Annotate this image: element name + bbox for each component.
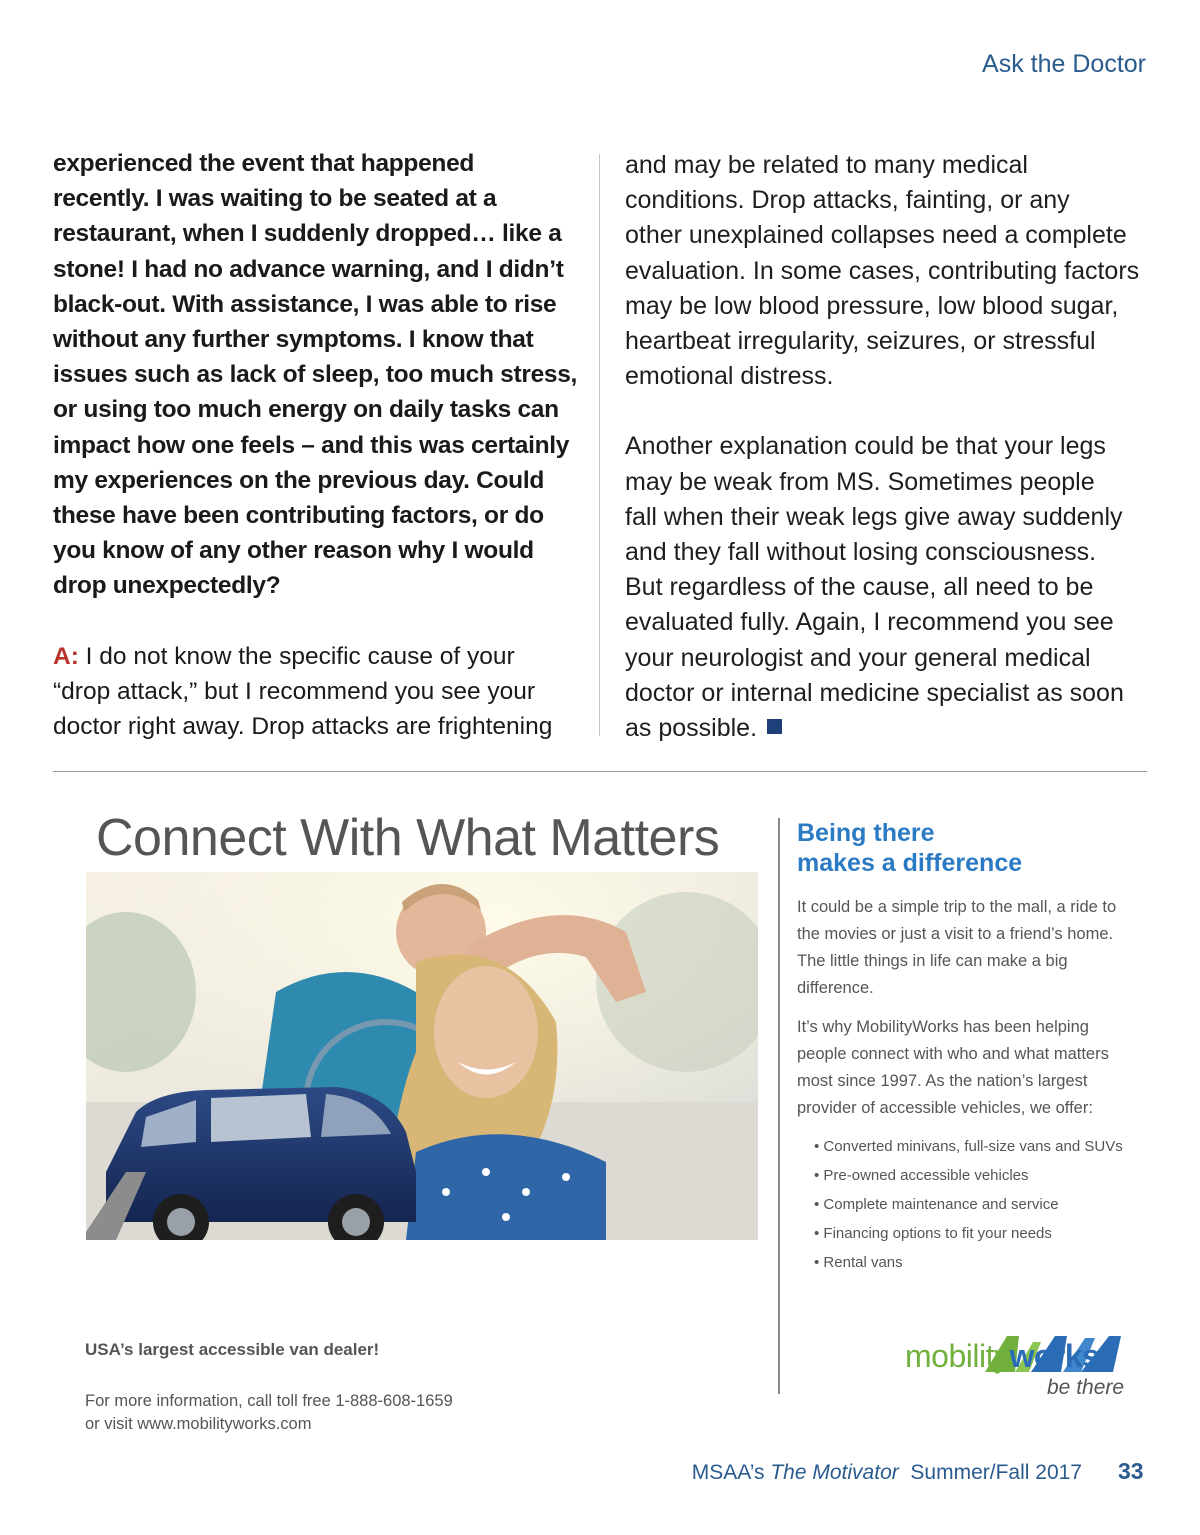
question-text: [53, 146, 583, 604]
question-line: these have been contributing factors, or do: [53, 502, 544, 530]
answer-line: and they fall without losing consciousness.: [625, 538, 1097, 567]
offers-list: [814, 1132, 1123, 1277]
question-line: drop unexpectedly?: [53, 572, 281, 600]
question-line: issues such as lack of sleep, too much stress,: [53, 361, 578, 389]
answer-line: fall when their weak legs give away suddenly: [625, 502, 1123, 531]
question-line: or using too much energy on daily tasks can: [53, 396, 559, 424]
answer-paragraph: [625, 148, 1150, 394]
answer-line: doctor or internal medicine specialist as soon: [625, 678, 1124, 707]
end-mark-icon: [767, 719, 782, 734]
logo-slogan: be there: [1047, 1376, 1125, 1399]
footer-magazine: The Motivator: [770, 1461, 899, 1484]
answer-line: emotional distress.: [625, 362, 834, 391]
answer-paragraph: [625, 429, 1150, 746]
side-heading-line: Being there: [797, 819, 935, 847]
footer-publisher: MSAA’s: [691, 1461, 771, 1484]
offer-item: • Financing options to fit your needs: [814, 1219, 1123, 1248]
ad-tagline: USA’s largest accessible van dealer!: [85, 1340, 380, 1359]
answer-line: But regardless of the cause, all need to be: [625, 573, 1094, 602]
question-line: you know of any other reason why I would: [53, 537, 534, 565]
question-line: stone! I had no advance warning, and I didn’t: [53, 255, 564, 283]
ad-photo: [86, 872, 758, 1240]
question-line: recently. I was waiting to be seated at a: [53, 185, 497, 213]
offer-item: • Converted minivans, full-size vans and SUVs: [814, 1132, 1123, 1161]
contact-website: or visit www.mobilityworks.com: [85, 1414, 312, 1433]
question-line: without any further symptoms. I know that: [53, 326, 534, 354]
ad-divider: [778, 818, 780, 1394]
answer-line: doctor right away. Drop attacks are frightening: [53, 713, 553, 741]
answer-line: Another explanation could be that your legs: [625, 432, 1106, 461]
offer-item: • Rental vans: [814, 1248, 1123, 1277]
question-line: restaurant, when I suddenly dropped… like a: [53, 220, 562, 248]
footer-issue: Summer/Fall 2017: [910, 1461, 1082, 1484]
side-heading-line: makes a difference: [797, 849, 1023, 877]
contact-phone: For more information, call toll free 1-888-608-1659: [85, 1392, 453, 1410]
answer-line: as possible.: [625, 714, 758, 743]
registered-mark: ®: [1099, 1345, 1107, 1356]
column-divider: [599, 154, 600, 736]
answer-line: may be low blood pressure, low blood sugar,: [625, 291, 1119, 320]
question-line: black-out. With assistance, I was able to rise: [53, 290, 557, 318]
offer-item: • Pre-owned accessible vehicles: [814, 1161, 1123, 1190]
answer-line: I do not know the specific cause of your: [78, 642, 515, 670]
question-line: experienced the event that happened: [53, 150, 475, 177]
answer-line: evaluated fully. Again, I recommend you see: [625, 608, 1114, 637]
section-title: Ask the Doctor: [982, 50, 1146, 78]
answer-line: “drop attack,” but I recommend you see your: [53, 677, 536, 705]
footer-publication: [692, 1461, 1082, 1485]
mobilityworks-logo: [905, 1338, 1106, 1375]
ad-side-heading: [797, 818, 1022, 878]
section-rule: [53, 771, 1147, 772]
logo-word-works: works: [1009, 1338, 1100, 1374]
answer-line: other unexplained collapses need a complete: [625, 221, 1127, 250]
answer-text: [53, 639, 583, 745]
answer-line: your neurologist and your general medical: [625, 643, 1091, 672]
ad-side-paragraph: It could be a simple trip to the mall, a ride to the movies or just a visit to a friend’s home. The little things in life can make a big difference.: [797, 898, 1117, 997]
ad-contact: [85, 1390, 453, 1435]
ad-side-paragraph: It’s why MobilityWorks has been helping people connect with who and what matters most since 1997. As the nation’s largest provider of accessible vehicles, we offer:: [797, 1018, 1109, 1117]
logo-word-mobility: mobility: [905, 1338, 1010, 1374]
answer-line: may be weak from MS. Sometimes people: [625, 467, 1095, 496]
answer-line: heartbeat irregularity, seizures, or stressful: [625, 327, 1096, 356]
page-number: 33: [1118, 1458, 1144, 1484]
couple-with-van-illustration: [86, 872, 758, 1240]
article-right-column: [625, 148, 1150, 746]
question-line: impact how one feels – and this was certainly: [53, 431, 570, 459]
offer-item: • Complete maintenance and service: [814, 1190, 1123, 1219]
answer-line: evaluation. In some cases, contributing factors: [625, 256, 1140, 285]
answer-line: and may be related to many medical: [625, 151, 1028, 179]
answer-label: A:: [53, 642, 79, 670]
answer-line: conditions. Drop attacks, fainting, or any: [625, 186, 1070, 215]
article-left-column: [53, 146, 583, 744]
ad-title: Connect With What Matters: [96, 809, 720, 867]
question-line: my experiences on the previous day. Could: [53, 466, 545, 494]
